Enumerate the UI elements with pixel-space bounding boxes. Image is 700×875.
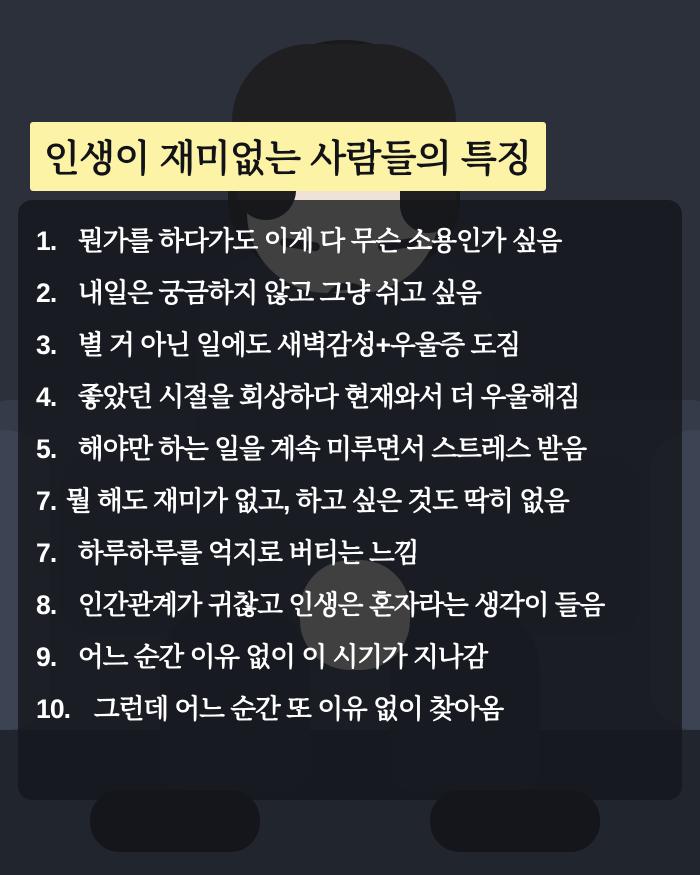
list-item xyxy=(36,696,676,723)
list-item-number: 8. xyxy=(36,590,57,620)
characteristics-list xyxy=(36,228,676,748)
list-item-text: 내일은 궁금하지 않고 그냥 쉬고 싶음 xyxy=(78,278,481,308)
list-item-number: 5. xyxy=(36,434,57,464)
list-item-number: 7. xyxy=(36,538,57,568)
list-item-number: 10. xyxy=(36,694,71,724)
page-title: 인생이 재미없는 사람들의 특징 xyxy=(30,122,546,191)
list-item-text: 인간관계가 귀찮고 인생은 혼자라는 생각이 들음 xyxy=(78,590,605,620)
list-item-number: 1. xyxy=(36,226,57,256)
list-item-number: 9. xyxy=(36,642,57,672)
list-item xyxy=(36,332,676,359)
list-item-text: 해야만 하는 일을 계속 미루면서 스트레스 받음 xyxy=(78,434,587,464)
list-item-text: 뭔가를 하다가도 이게 다 무슨 소용인가 싶음 xyxy=(78,226,562,256)
list-item xyxy=(36,384,676,411)
list-item xyxy=(36,488,676,515)
list-item-text: 좋았던 시절을 회상하다 현재와서 더 우울해짐 xyxy=(78,382,580,412)
list-item-number: 2. xyxy=(36,278,57,308)
list-item-text: 뭘 해도 재미가 없고, 하고 싶은 것도 딱히 없음 xyxy=(66,486,569,516)
list-item-number: 4. xyxy=(36,382,57,412)
list-item xyxy=(36,644,676,671)
list-item-text: 그런데 어느 순간 또 이유 없이 찾아옴 xyxy=(94,694,504,724)
list-item-number: 7. xyxy=(36,486,57,516)
list-item xyxy=(36,228,676,255)
list-item-text: 어느 순간 이유 없이 이 시기가 지나감 xyxy=(78,642,488,672)
title-container xyxy=(30,122,590,191)
list-item-text: 별 거 아닌 일에도 새벽감성+우울증 도짐 xyxy=(78,330,521,360)
list-item xyxy=(36,592,676,619)
list-item xyxy=(36,436,676,463)
list-item-number: 3. xyxy=(36,330,57,360)
list-item xyxy=(36,540,676,567)
list-item xyxy=(36,280,676,307)
list-item-text: 하루하루를 억지로 버티는 느낌 xyxy=(78,538,419,568)
